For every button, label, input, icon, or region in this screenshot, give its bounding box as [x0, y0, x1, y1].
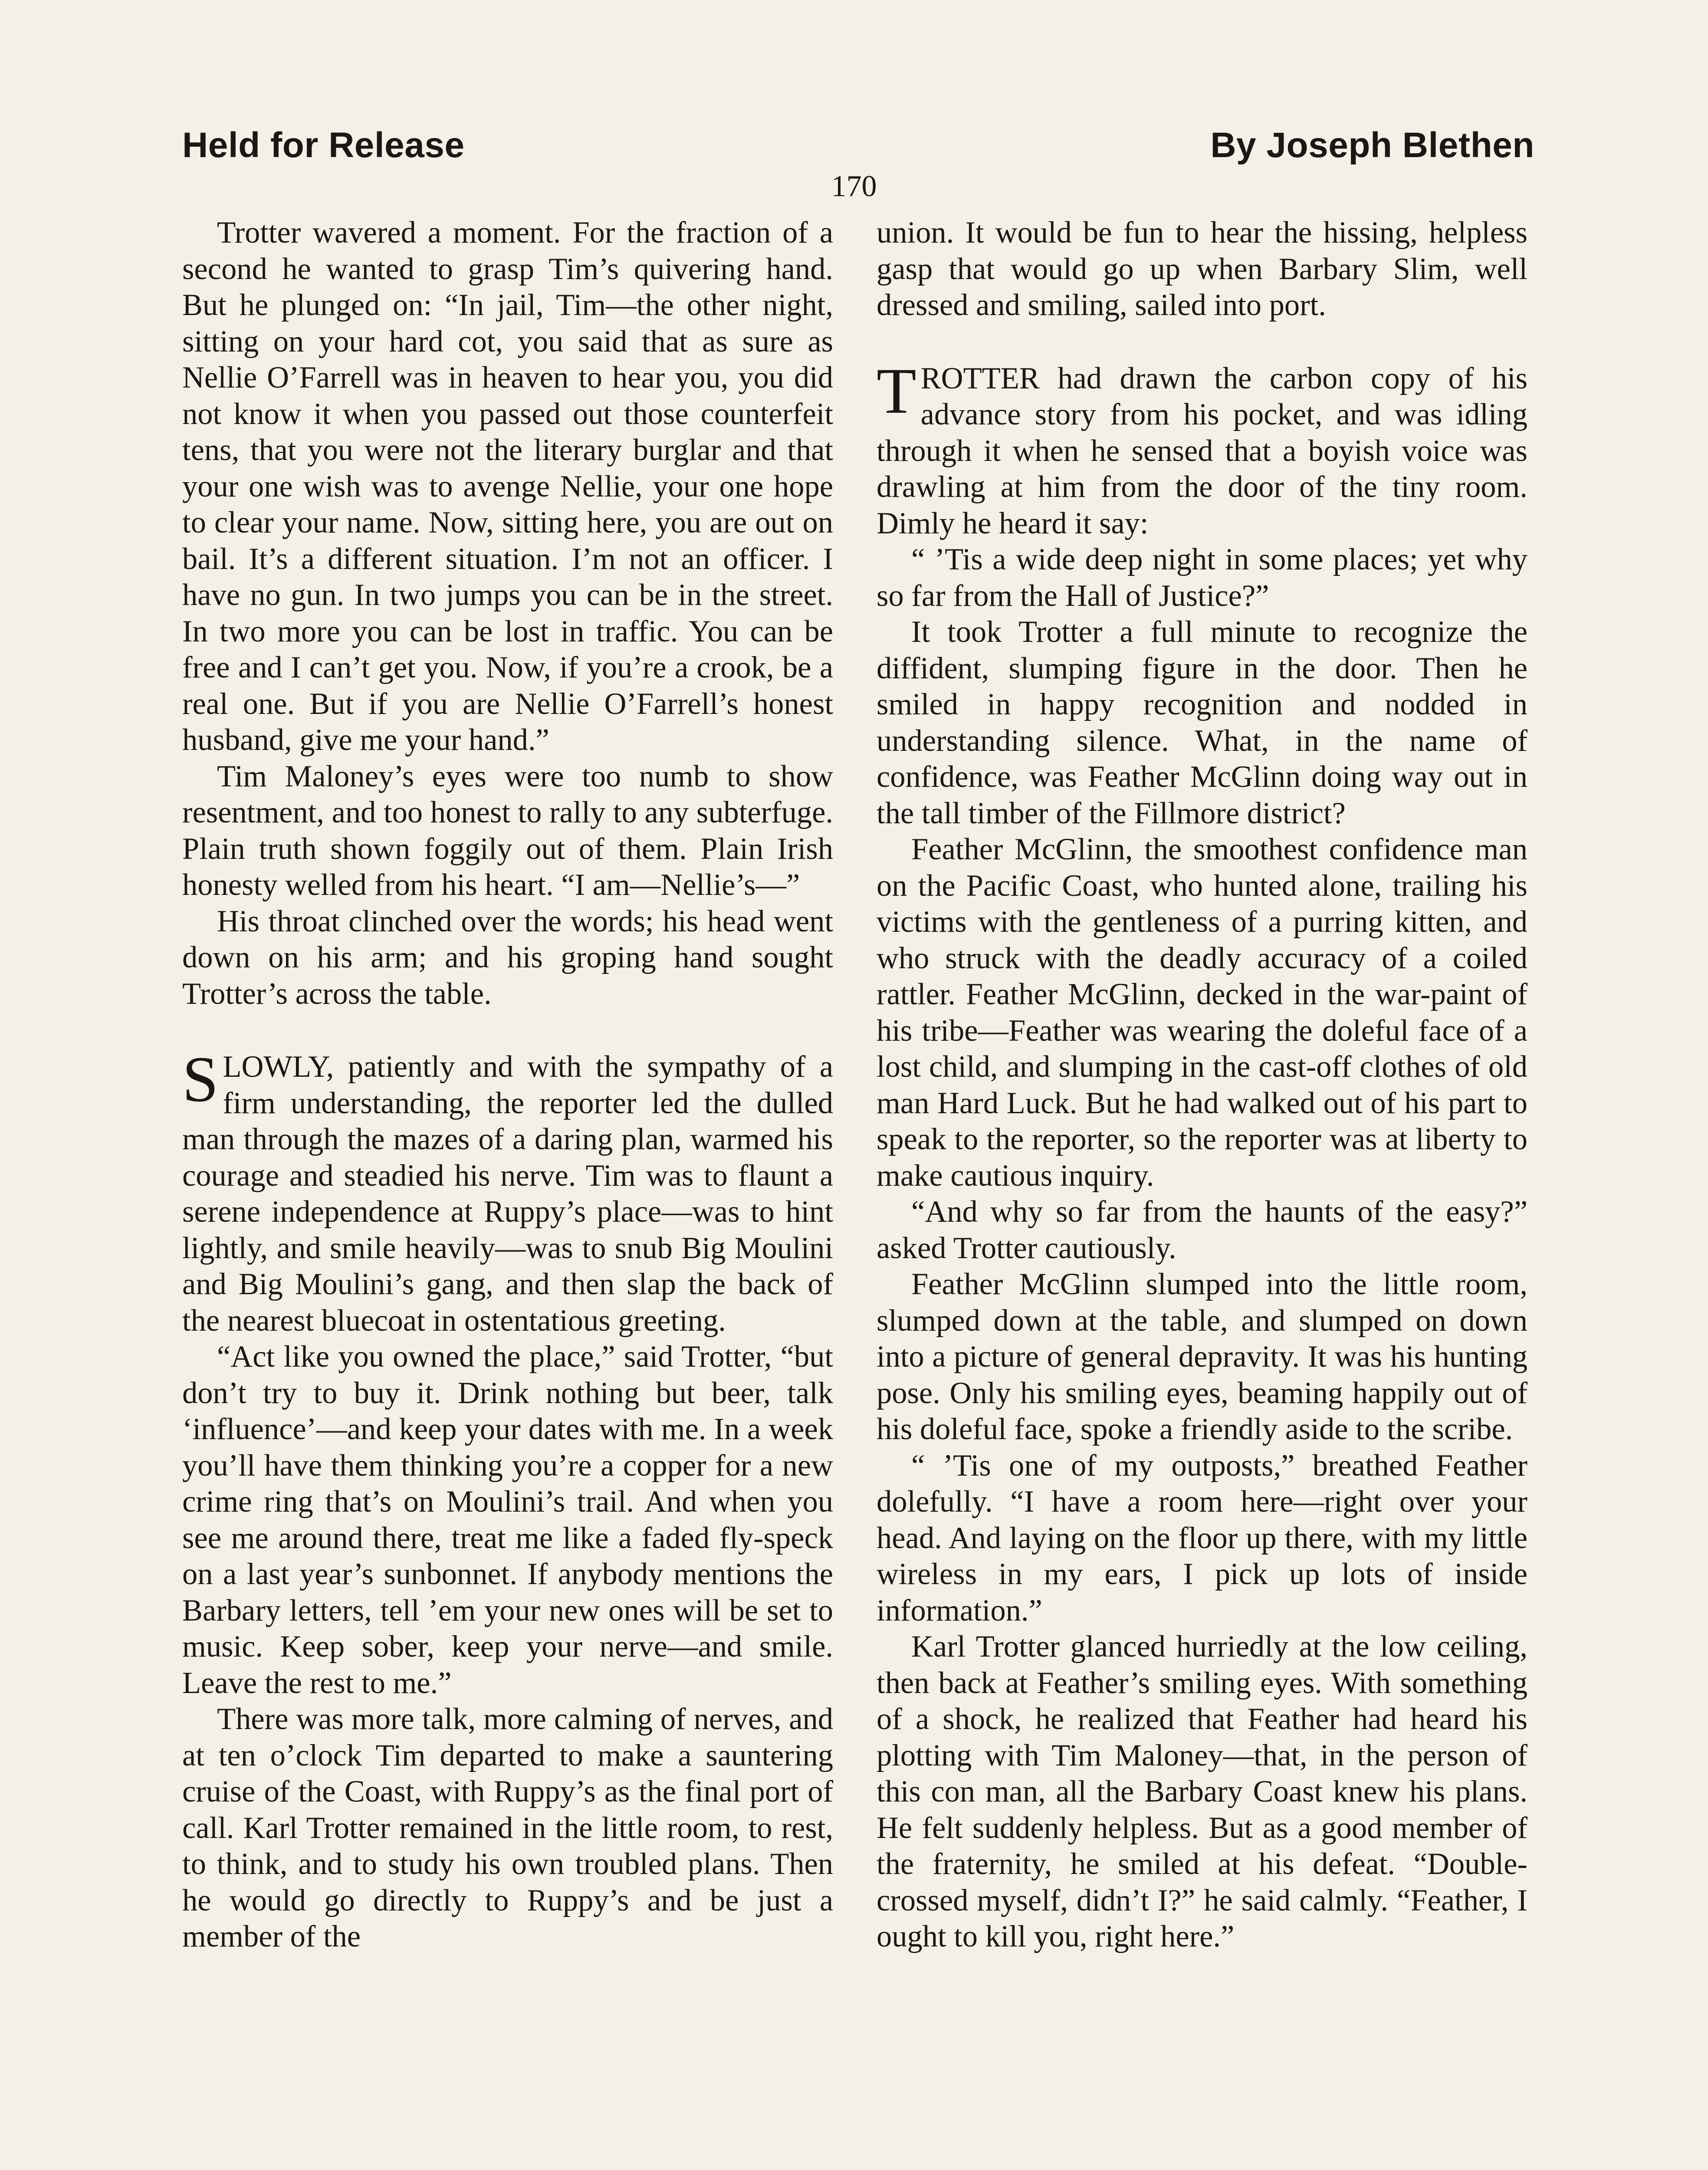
paragraph: Tim Maloney’s eyes were too numb to show resentment, and too honest to rally to any subterfuge. Plain truth shown foggily out of them. Plain Irish honesty welled from his heart. “I am—Nellie’s—”: [182, 759, 833, 902]
paragraph: There was more talk, more calming of nerves, and at ten o’clock Tim departed to make a sauntering cruise of the Coast, with Ruppy’s as the final port of call. Karl Trotter remained in the little room, to rest, to think, and to study his own troubled plans. Then he would go directly to Ruppy’s and be just a member of the: [182, 1702, 833, 1953]
section-opening-paragraph: [877, 355, 1527, 542]
section-opening-paragraph: [182, 1043, 833, 1339]
paragraph: “ ’Tis one of my outposts,” breathed Feather dolefully. “I have a room here—right over your head. And laying on the floor up there, with my little wireless in my ears, I pick up lots of inside information.”: [877, 1448, 1527, 1628]
paragraph: “Act like you owned the place,” said Trotter, “but don’t try to buy it. Drink nothing but beer, talk ‘influence’—and keep your dates with me. In a week you’ll have them thinking you’re a copper for a new crime ring that’s on Moulini’s trail. And when you see me around there, treat me like a faded fly-speck on a last year’s sunbonnet. If anybody mentions the Barbary letters, tell ’em your new ones will be set to music. Keep sober, keep your nerve—and smile. Leave the rest to me.”: [182, 1340, 833, 1700]
story-title: Held for Release: [182, 125, 465, 165]
continued-paragraph: union. It would be fun to hear the hissing, helpless gasp that would go up when Barbary Slim, well dressed and smiling, sailed into port.: [877, 216, 1527, 322]
page-number: 170: [831, 170, 877, 203]
paragraph: His throat clinched over the words; his head went down on his arm; and his groping hand sought Trotter’s across the table.: [182, 904, 833, 1011]
paragraph: Feather McGlinn, the smoothest confidence man on the Pacific Coast, who hunted alone, trailing his victims with the gentleness of a purring kitten, and who struck with the deadly accuracy of a coiled rattler. Feather McGlinn, decked in the war-paint of his tribe—Feather was wearing the doleful face of a lost child, and slumping in the cast-off clothes of old man Hard Luck. But he had walked out of his part to speak to the reporter, so the reporter was at liberty to make cautious inquiry.: [877, 832, 1527, 1193]
paragraph: Trotter wavered a moment. For the fraction of a second he wanted to grasp Tim’s quivering hand. But he plunged on: “In jail, Tim—the other night, sitting on your hard cot, you said that as sure as Nellie O’Farrell was in heaven to hear you, you did not know it when you passed out those counterfeit tens, that you were not the literary burglar and that your one wish was to avenge Nellie, your one hope to clear your name. Now, sitting here, you are out on bail. It’s a different situation. I’m not an officer. I have no gun. In two jumps you can be in the street. In two more you can be lost in traffic. You can be free and I can’t get you. Now, if you’re a crook, be a real one. But if you are Nellie O’Farrell’s honest husband, give me your hand.”: [182, 216, 833, 757]
story-byline: By Joseph Blethen: [1210, 125, 1534, 165]
drop-cap-letter: S: [182, 1043, 219, 1115]
right-text-column: [877, 215, 1527, 1955]
drop-cap-letter: T: [877, 355, 916, 427]
paragraph-text: LOWLY, patiently and with the sympathy of a firm understanding, the reporter led the dulled man through the mazes of a daring plan, warmed his courage and steadied his nerve. Tim was to flaunt a serene independence at Ruppy’s place—was to hint lightly, and smile heavily—was to snub Big Moulini and Big Moulini’s gang, and then slap the back of the nearest bluecoat in ostentatious greeting.: [182, 1050, 833, 1338]
paragraph: “ ’Tis a wide deep night in some places; yet why so far from the Hall of Justice?”: [877, 542, 1527, 613]
left-text-column: [182, 215, 833, 1955]
paragraph: It took Trotter a full minute to recognize the diffident, slumping figure in the door. Then he smiled in happy recognition and nodded in understanding silence. What, in the name of confidence, was Feather McGlinn doing way out in the tall timber of the Fillmore district?: [877, 615, 1527, 830]
paragraph-text: ROTTER had drawn the carbon copy of his advance story from his pocket, and was idling through it when he sensed that a boyish voice was drawling at him from the door of the tiny room. Dimly he heard it say:: [877, 361, 1527, 540]
paragraph: Feather McGlinn slumped into the little room, slumped down at the table, and slumped on down into a picture of general depravity. It was his hunting pose. Only his smiling eyes, beaming happily out of his doleful face, spoke a friendly aside to the scribe.: [877, 1267, 1527, 1446]
paragraph: Karl Trotter glanced hurriedly at the low ceiling, then back at Feather’s smiling eyes. With something of a shock, he realized that Feather had heard his plotting with Tim Maloney—that, in the person of this con man, all the Barbary Coast knew his plans. He felt suddenly helpless. But as a good member of the fraternity, he smiled at his defeat. “Double-crossed myself, didn’t I?” he said calmly. “Feather, I ought to kill you, right here.”: [877, 1630, 1527, 1953]
paragraph: “And why so far from the haunts of the easy?” asked Trotter cautiously.: [877, 1195, 1527, 1265]
